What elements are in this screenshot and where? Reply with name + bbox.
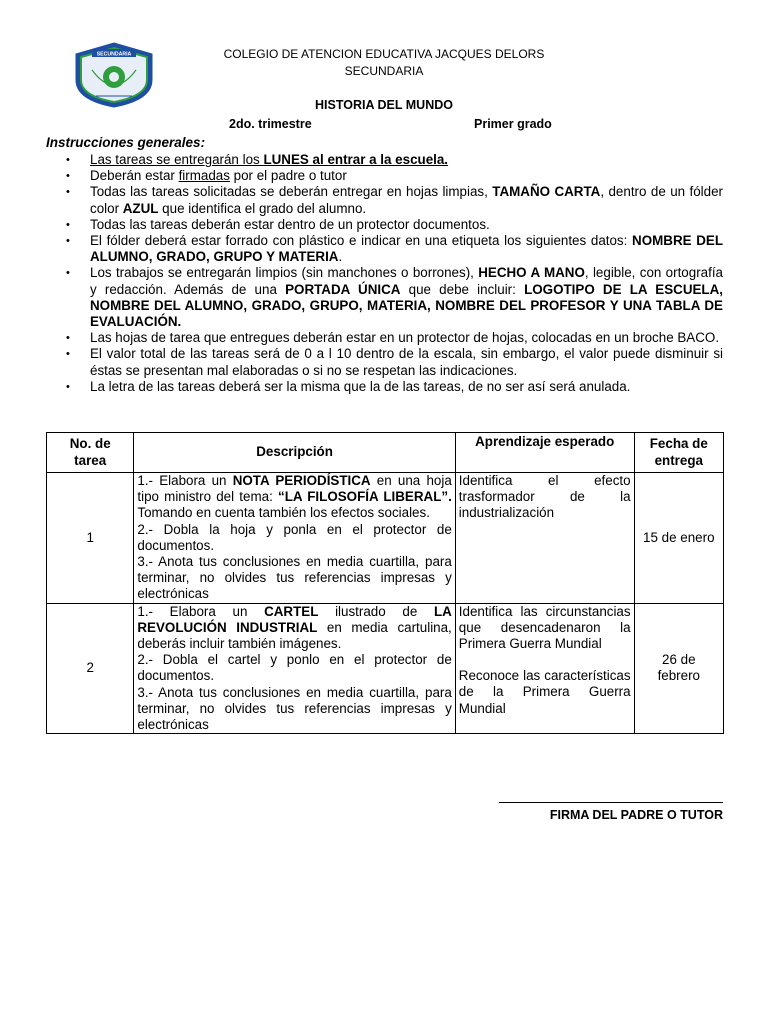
instruction-item: • El fólder deberá estar forrado con plástico e indicar en una etiqueta los siguientes datos: NOMBRE DEL ALUMNO, GRADO, GRUPO Y MATERIA. [46,233,723,265]
header-expected-learning: Aprendizaje esperado [455,433,634,473]
task-step: 3.- Anota tus conclusiones en media cuartilla, para terminar, no olvides tus referencias impresas y electrónicas [137,684,452,733]
task-step: 2.- Dobla la hoja y ponla en el protector de documentos. [137,521,452,553]
task-expected-learning [455,603,634,734]
task-number: 1 [47,473,134,604]
signature-label: FIRMA DEL PADRE O TUTOR [549,808,723,822]
task-step: 1.- Elabora un NOTA PERIODÍSTICA en una hoja tipo ministro del tema: “LA FILOSOFÍA LIBERAL”. Tomando en cuenta también los efectos sociales. [137,473,452,521]
instruction-item: • La letra de las tareas deberá ser la misma que la de las tareas, de no ser así será anulada. [46,379,723,395]
instructions-list [46,152,723,395]
header-due-date: Fecha de entrega [634,433,723,473]
task-step: 3.- Anota tus conclusiones en media cuartilla, para terminar, no olvides tus referencias impresas y electrónicas [137,554,452,602]
logo-inner-circle [109,72,119,82]
instruction-item: • Las tareas se entregarán los LUNES al entrar a la escuela. [46,152,723,168]
instruction-item: • Las hojas de tarea que entregues deberán estar en un protector de hojas, colocadas en un broche BACO. [46,330,723,346]
task-due-date: 26 de febrero [634,603,723,734]
school-logo [72,40,156,110]
instruction-item: • El valor total de las tareas será de 0 a l 10 dentro de la escala, sin embargo, el valor puede disminuir si éstas se presentan mal elaboradas o si no se respetan las indicaciones. [46,346,723,378]
school-level: SECUNDARIA [344,64,424,78]
task-step: 2.- Dobla el cartel y ponlo en el protector de documentos. [137,652,452,684]
instruction-item: • Deberán estar firmadas por el padre o tutor [46,168,723,184]
header-task-number: No. de tarea [47,433,134,473]
learning-item: Identifica el efecto trasformador de la industrialización [458,473,631,521]
header-description: Descripción [134,433,455,473]
task-number: 2 [47,603,134,734]
table-row [47,603,724,734]
school-name: COLEGIO DE ATENCION EDUCATIVA JACQUES DELORS [223,47,545,61]
task-description [134,473,455,604]
table-row [47,473,724,604]
instructions-title: Instrucciones generales: [46,135,206,150]
tasks-table [46,432,724,734]
instruction-item: • Todas las tareas deberán estar dentro de un protector documentos. [46,217,723,233]
task-due-date: 15 de enero [634,473,723,604]
learning-item: Reconoce las características de la Primera Guerra Mundial [458,668,631,716]
table-header-row [47,433,724,473]
task-step: 1.- Elabora un CARTEL ilustrado de LA REVOLUCIÓN INDUSTRIAL en media cartulina, deberás incluir también imágenes. [137,603,452,652]
school-header [150,46,618,80]
learning-item: Identifica las circunstancias que desencadenaron la Primera Guerra Mundial [458,603,631,652]
task-expected-learning [455,473,634,604]
trimestre-label: 2do. trimestre [229,117,312,131]
grado-label: Primer grado [474,117,552,131]
instruction-item: • Los trabajos se entregarán limpios (sin manchones o borrones), HECHO A MANO, legible, con ortografía y redacción. Además de una PORTADA ÚNICA que debe incluir: LOGOTIPO DE LA ESCUELA, NOMBRE DEL ALUMNO, GRADO, GRUPO, MATERIA, NOMBRE DEL PROFESOR Y UNA TABLA DE EVALUACIÓN. [46,265,723,330]
logo-banner-text: SECUNDARIA [96,51,132,58]
task-description [134,603,455,734]
subject-title: HISTORIA DEL MUNDO [315,98,453,112]
instruction-item: • Todas las tareas solicitadas se deberán entregar en hojas limpias, TAMAÑO CARTA, dentro de un fólder color AZUL que identifica el grado del alumno. [46,184,723,216]
signature-line [499,802,723,803]
